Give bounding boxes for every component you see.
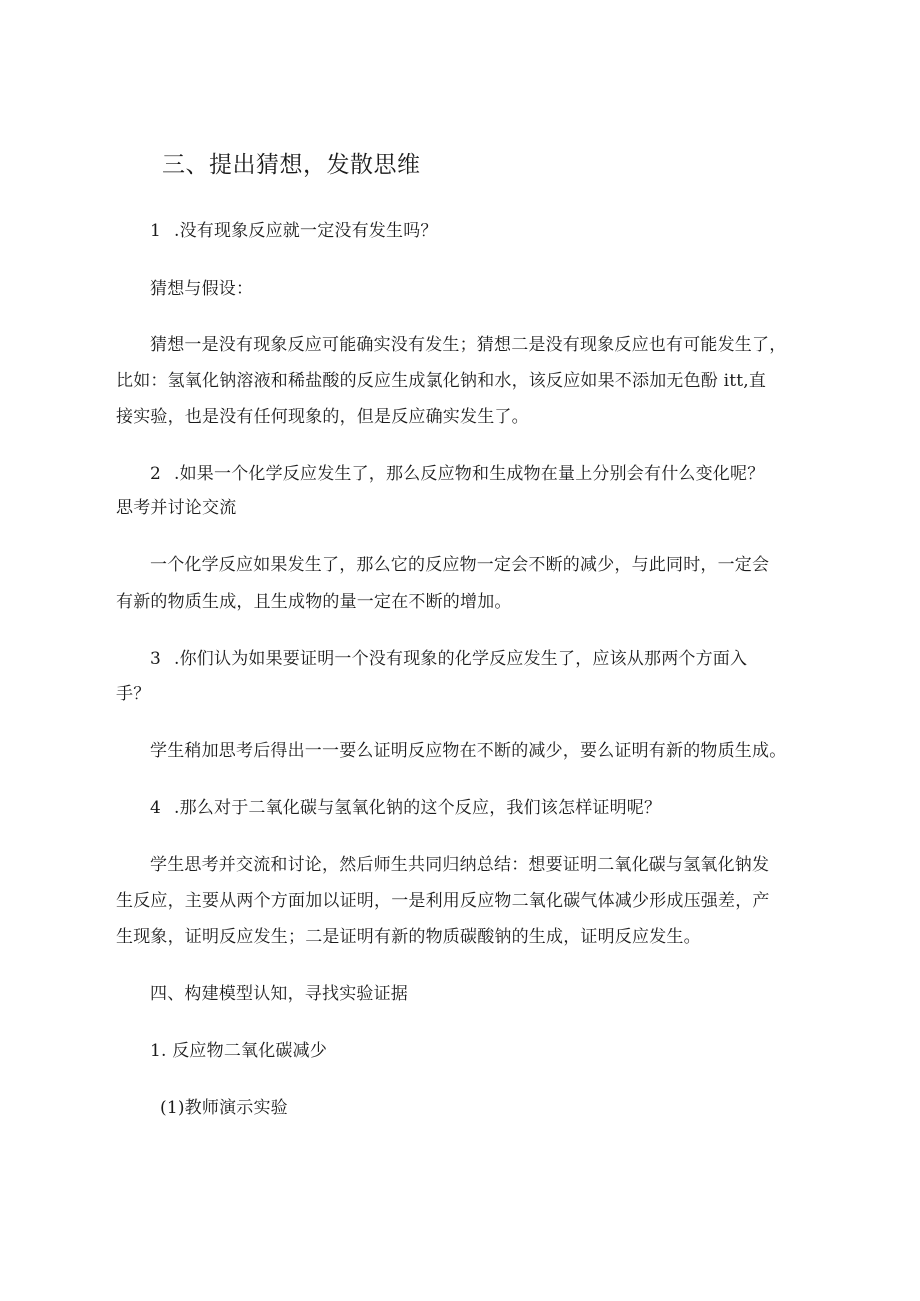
- discuss-line-1: 一个化学反应如果发生了，那么它的反应物一定会不断的减少，与此同时，一定会: [150, 555, 770, 575]
- hypothesis-line-2: 比如：氢氧化钠溶液和稀盐酸的反应生成氯化钠和水，该反应如果不添加无色酚 itt,直: [116, 371, 767, 391]
- question-4-text: .那么对于二氧化碳与氢氧化钠的这个反应，我们该怎样证明呢？: [174, 798, 662, 818]
- question-3-text-line-1: .你们认为如果要证明一个没有现象的化学反应发生了，应该从那两个方面入: [174, 649, 748, 669]
- question-4-number: 4: [150, 798, 162, 818]
- question-3-answer: 学生稍加思考后得出一一要么证明反应物在不断的减少，要么证明有新的物质生成。: [150, 741, 787, 761]
- question-1: [150, 219, 438, 243]
- discuss-label: 思考并讨论交流: [116, 498, 237, 518]
- question-3-number: 3: [150, 649, 162, 669]
- question-1-number: 1: [150, 221, 162, 241]
- question-2: [150, 462, 764, 486]
- discuss-line-2: 有新的物质生成，且生成物的量一定在不断的增加。: [116, 592, 512, 612]
- question-1-text: .没有现象反应就一定没有发生吗？: [174, 221, 438, 241]
- question-2-text: .如果一个化学反应发生了，那么反应物和生成物在量上分别会有什么变化呢？: [174, 464, 765, 484]
- question-3-text-line-2: 手？: [116, 684, 151, 704]
- section4-subheading-1-1: (1)教师演示实验: [160, 1098, 288, 1118]
- section4-subheading-1: 1. 反应物二氧化碳减少: [150, 1041, 328, 1061]
- hypothesis-label: 猜想与假设：: [150, 279, 254, 299]
- question-4-answer-line-2: 生反应，主要从两个方面加以证明，一是利用反应物二氧化碳气体减少形成压强差，产: [116, 891, 770, 911]
- section3-title: 三、提出猜想，发散思维: [162, 152, 421, 178]
- section4-title: 四、构建模型认知，寻找实验证据: [150, 984, 408, 1004]
- hypothesis-line-1: 猜想一是没有现象反应可能确实没有发生；猜想二是没有现象反应也有可能发生了，: [150, 335, 787, 355]
- question-4-answer-line-3: 生现象，证明反应发生；二是证明有新的物质碳酸钠的生成，证明反应发生。: [116, 927, 701, 947]
- question-4: [150, 796, 661, 820]
- question-4-answer-line-1: 学生思考并交流和讨论，然后师生共同归纳总结：想要证明二氧化碳与氢氧化钠发: [150, 855, 770, 875]
- question-3: [150, 647, 747, 671]
- hypothesis-line-3: 接实验，也是没有任何现象的，但是反应确实发生了。: [116, 407, 529, 427]
- question-2-number: 2: [150, 464, 162, 484]
